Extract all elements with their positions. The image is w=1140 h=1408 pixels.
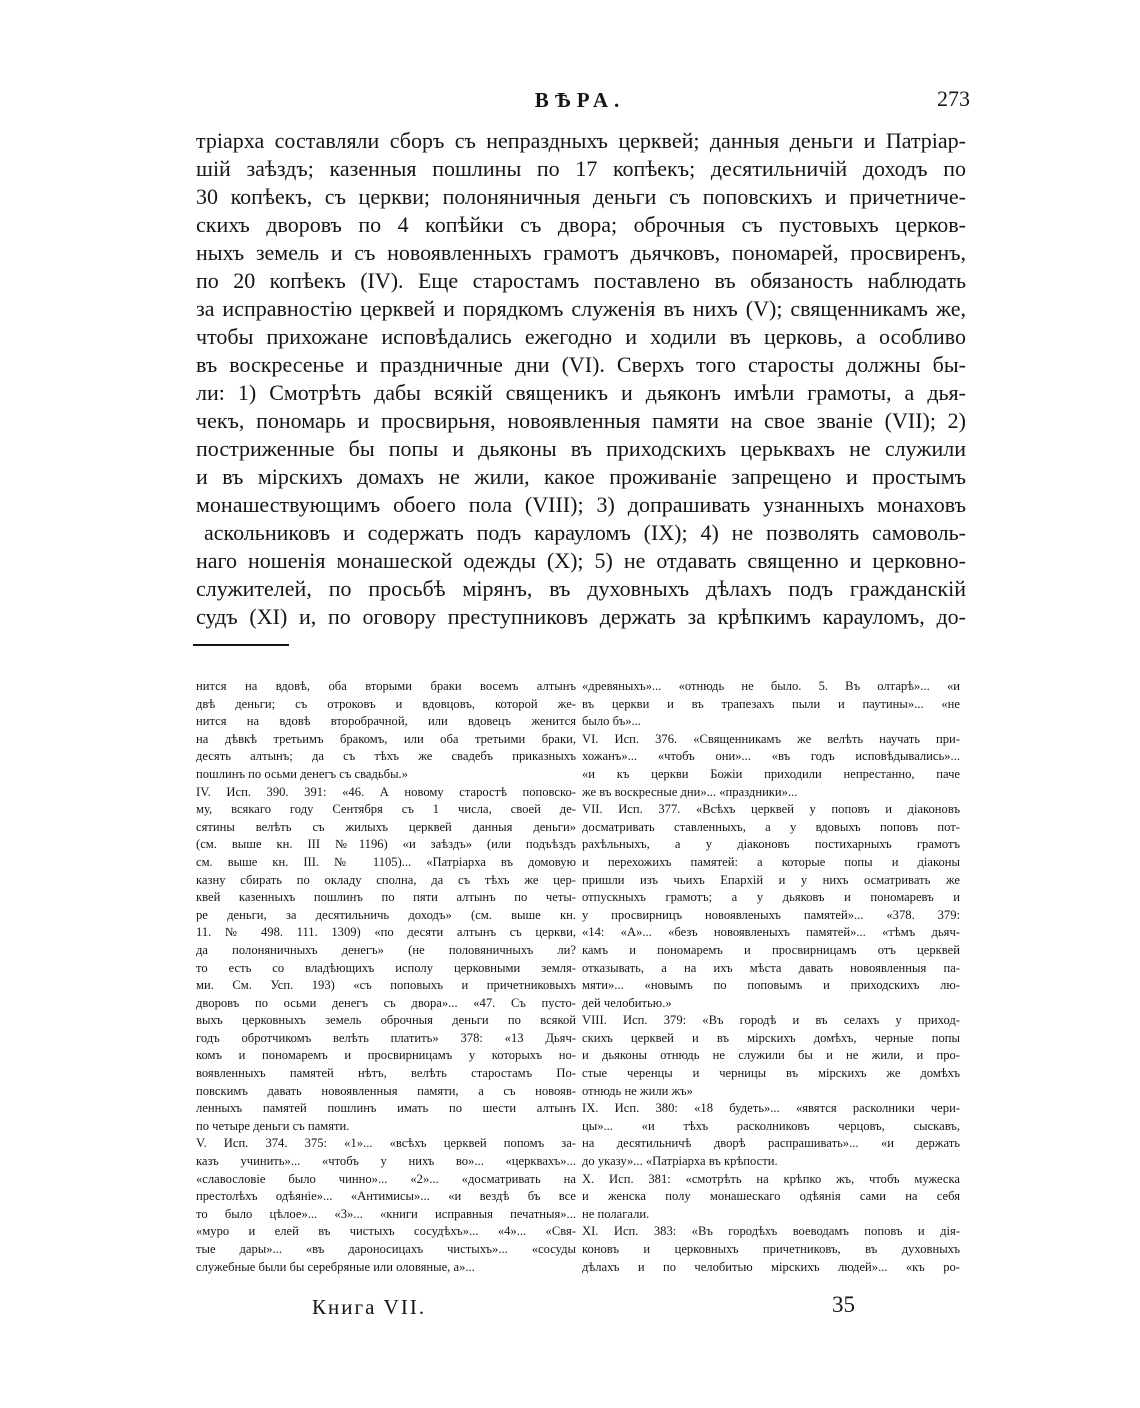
footnote-line: годъ обротчикомъ велѣть платить» 378: «13 Дьяч- [196,1030,576,1045]
footnote-line: коновъ и церковныхъ причетниковъ, въ духовныхъ [582,1242,960,1256]
footnote-line: нится на вдовѣ второбрачной, или вдовецъ женится [196,714,576,729]
footnote-line: выхъ церковныхъ земель оброчныя деньги по всякой [196,1013,576,1028]
footnote-line: ленныхъ памятей пошлинъ имать по шести алтынъ [196,1101,576,1116]
main-text-line: чекъ, пономарь и просвирьня, новоявленныя памяти на свое званіе (VII); 2) [196,408,966,433]
footnote-line: у просвирницъ новоявленыхъ памятей»... «378. 379: [582,907,960,922]
footnote-line: (см. выше кн. III №1196) «и заѣздъ» (или подъѣздъ [196,837,576,852]
main-text-line: чтобы прихожане исповѣдались ежегодно и ходили въ церковь, а особливо [196,324,966,349]
footnote-line: нится на вдовѣ, оба вторыми браки восемъ алтынъ [196,679,576,693]
footnote-line: VII. Исп. 377. «Всѣхъ церквей у поповъ и діаконовъ [582,802,960,817]
footnote-line: сятины велѣть съ жилыхъ церквей данныя деньги» [196,819,576,834]
footnote-line: ре деньги, за десятильничь доходъ» (см. выше кн. [196,907,576,922]
footnote-line: отпускныхъ грамотъ; а у дьяковъ и пономаревъ и [582,890,960,905]
footnote-line: «14: «А»... «безъ новоявленыхъ памятей»... «тѣмъ дьяч- [582,925,960,940]
footnote-line: рахѣльныхъ, а у діаконовъ постихарныхъ грамотъ [582,837,960,852]
footnote-line: камъ и пономаремъ и просвирницамъ отъ церквей [582,942,960,957]
main-text-line: наго ношенія монашеской одежды (X); 5) не отдавать священно и церковно- [196,548,966,573]
footnote-line: казну сбирать по окладу сполна, да съ тѣхъ же цер- [196,872,576,887]
footnote-line: дворовъ по осьми денегъ съ двора»... «47. Съ пусто- [196,995,576,1010]
footnote-line: квей казенныхъ пошлинъ по пяти алтынъ по четы- [196,890,576,905]
footnote-line: было бъ»... [582,714,641,729]
footnote-line: «древяныхъ»... «отнюдь не было. 5. Въ олтарѣ»... «и [582,679,960,693]
footnote-line: престолѣхъ одѣяніе»... «Антимисы»... «и вездѣ бъ все [196,1189,576,1204]
running-header: ВѢРА. [534,88,626,112]
footnote-line: скихъ церквей и въ мірскихъ домѣхъ, черные попы [582,1030,960,1045]
footnote-line: то есть со владѣющихъ исполу церковными земля- [196,960,576,975]
footnote-line: отказывать, а на ихъ мѣста давать новоявленныя па- [582,960,960,975]
footnote-separator-rule [193,644,289,646]
main-text-line: служителей, по просьбѣ мірянъ, въ духовныхъ дѣлахъ подъ гражданскій [196,576,966,601]
footnote-line: и перехожихъ памятей: а которые попы и діаконы [582,854,960,869]
footnote-line: до указу»... «Патріарха въ крѣпости. [582,1154,778,1169]
main-text-line: монашествующимъ обоего пола (VIII); 3) допрашивать узнанныхъ монаховъ [196,492,966,517]
footnote-line: X. Исп. 381: «смотрѣть на крѣпко жъ, чтобъ мужеска [582,1171,960,1186]
footnote-line: же въ воскресные дни»... «праздники»... [582,784,798,799]
footnote-line: 11. № 498. 111. 1309) «по десяти алтынъ съ церкви, [196,925,576,940]
main-text-line: въ воскресенье и праздничные дни (VI). Сверхъ того старосты должны бы- [196,352,966,377]
main-text-line: ли: 1) Смотрѣть дабы всякій священикъ и дьяконъ имѣли грамоты, а дья- [196,380,966,405]
footnote-line: и женска полу монашескаго одѣянія сами на себя [582,1189,960,1204]
footnote-line: хожанъ»... «чтобъ они»... «въ годъ исповѣдывались»... [582,749,960,764]
footnote-line: му, всякаго году Сентября съ 1 числа, своей де- [196,802,576,817]
main-text-block [196,127,966,631]
footnote-line: тые дары»... «въ дароносицахъ чистыхъ»... «сосуды [196,1242,576,1256]
footnote-line: досматривать ставленныхъ, а у вдовыхъ поповъ пот- [582,819,960,834]
footnote-line: стые черенцы и черницы въ мірскихъ же домѣхъ [582,1066,960,1081]
footnote-line: VI. Исп. 376. «Священникамъ же велѣть научать при- [582,731,960,746]
footnote-line: пошлинъ по осьми денегъ съ свадьбы.» [196,766,408,781]
footnote-line: повскимъ давать новоявленныя памяти, а съ новояв- [196,1083,576,1098]
footnotes-right-column [582,678,960,1276]
footnote-line: дѣлахъ и по челобитью мірскихъ людей»... «къ ро- [582,1259,960,1274]
main-text-line: и въ мірскихъ домахъ не жили, какое проживаніе запрещено и простымъ [196,464,966,489]
footnote-line: пришли изъ чьихъ Епархій и у нихъ осматривать же [582,872,960,887]
main-text-line: 30 копѣекъ, съ церкви; полоняничныя деньги съ поповскихъ и причетниче- [196,184,966,209]
footnote-line: то было цѣлое»... «3»... «книги исправныя печатныя»... [196,1206,576,1221]
footnote-line: казъ учинить»... «чтобъ у нихъ во»... «церквахъ»... [196,1154,576,1169]
main-text-line: по 20 копѣекъ (IV). Еще старостамъ поставлено въ обязаность наблюдать [196,268,966,293]
main-text-line: шій заѣздъ; казенныя пошлины по 17 копѣекъ; десятильничій доходъ по [196,156,966,181]
footnote-line: дей челобитью.» [582,995,672,1010]
footnote-line: XI. Исп. 383: «Въ городѣхъ воеводамъ поповъ и дія- [582,1224,960,1239]
footnote-line: IX. Исп. 380: «18 будеть»... «явятся расколники чери- [582,1101,960,1116]
footnote-line: и дьяконы отнюдь не служили бы и не жили, и про- [582,1048,960,1063]
footnote-line: ми. См. Усп. 193) «съ поповыхъ и причетниковыхъ [196,978,576,993]
footnote-line: на десятильничѣ дворѣ распрашивать»... «и держать [582,1136,960,1151]
footnote-line: воявленныхъ памятей нѣтъ, велѣть старостамъ По- [196,1066,576,1081]
footnote-line: «славословіе было чинно»... «2»... «досматривать на [196,1171,576,1186]
main-text-line: за исправностію церквей и порядкомъ служенія въ нихъ (V); священникамъ же, [196,296,966,321]
page-number: 273 [937,86,970,111]
footnote-line: «и къ церкви Божіи приходили непрестанно, паче [582,766,960,781]
footnote-line: IV. Исп. 390. 391: «46. А новому старостѣ поповско- [196,784,576,799]
footnote-line: комъ и пономаремъ и просвирницамъ у которыхъ но- [196,1048,576,1063]
footnote-line: двѣ деньги; съ отроковъ и вдовцовъ, которой же- [196,696,576,711]
footnotes-left-column [196,678,576,1276]
main-text-line: судъ (XI) и, по оговору преступниковъ держать за крѣпкимъ карауломъ, до- [196,604,966,629]
footnote-line: отнюдь не жили жъ» [582,1083,693,1098]
footnote-line: V. Исп. 374. 375: «1»... «всѣхъ церквей попомъ за- [196,1136,576,1151]
footnote-line: десять алтынъ; да съ тѣхъ же свадебъ приказныхъ [196,749,576,764]
footnote-line: «муро и елей въ чистыхъ сосудѣхъ»... «4»... «Свя- [196,1224,576,1239]
footnote-line: см. выше кн. III. № 1105)... «Патріарха въ домовую [196,854,576,869]
main-text-line: аскольниковъ и содержать подъ карауломъ (IX); 4) не позволять самоволь- [204,520,966,545]
main-text-line: постриженные бы попы и дьяконы въ приходскихъ церьквахъ не служили [196,436,966,461]
footnote-line: да полоняничныхъ денегъ» (не половяничныхъ ли? [196,942,576,957]
main-text-line: тріарха составляли сборъ съ непраздныхъ церквей; данныя деньги и Патріар- [196,128,966,153]
footnote-line: мяти»... «новымъ по поповымъ и приходскихъ лю- [582,978,960,993]
footnote-line: на дѣвкѣ третьимъ бракомъ, или оба третьими браки, [196,731,576,746]
signature-mark: Книга VII. [312,1295,427,1319]
footnote-line: цы»... «и тѣхъ расколниковъ черцовъ, сыскавъ, [582,1118,960,1133]
main-text-line: ныхъ земель и съ новоявленныхъ грамотъ дьячковъ, пономарей, просвиренъ, [196,240,966,265]
footnote-line: по четыре деньги съ памяти. [196,1118,350,1133]
signature-number: 35 [832,1292,855,1317]
footnote-line: не полагали. [582,1206,650,1221]
footnote-line: VIII. Исп. 379: «Въ городѣ и въ селахъ у приход- [582,1013,960,1028]
footnote-line: служебные были бы серебряные или оловяные, а»... [196,1259,475,1274]
main-text-line: скихъ дворовъ по 4 копѣйки съ двора; оброчныя съ пустовыхъ церков- [196,212,966,237]
footnote-line: въ церкви и въ трапезахъ пыли и паутины»... «не [582,696,960,711]
